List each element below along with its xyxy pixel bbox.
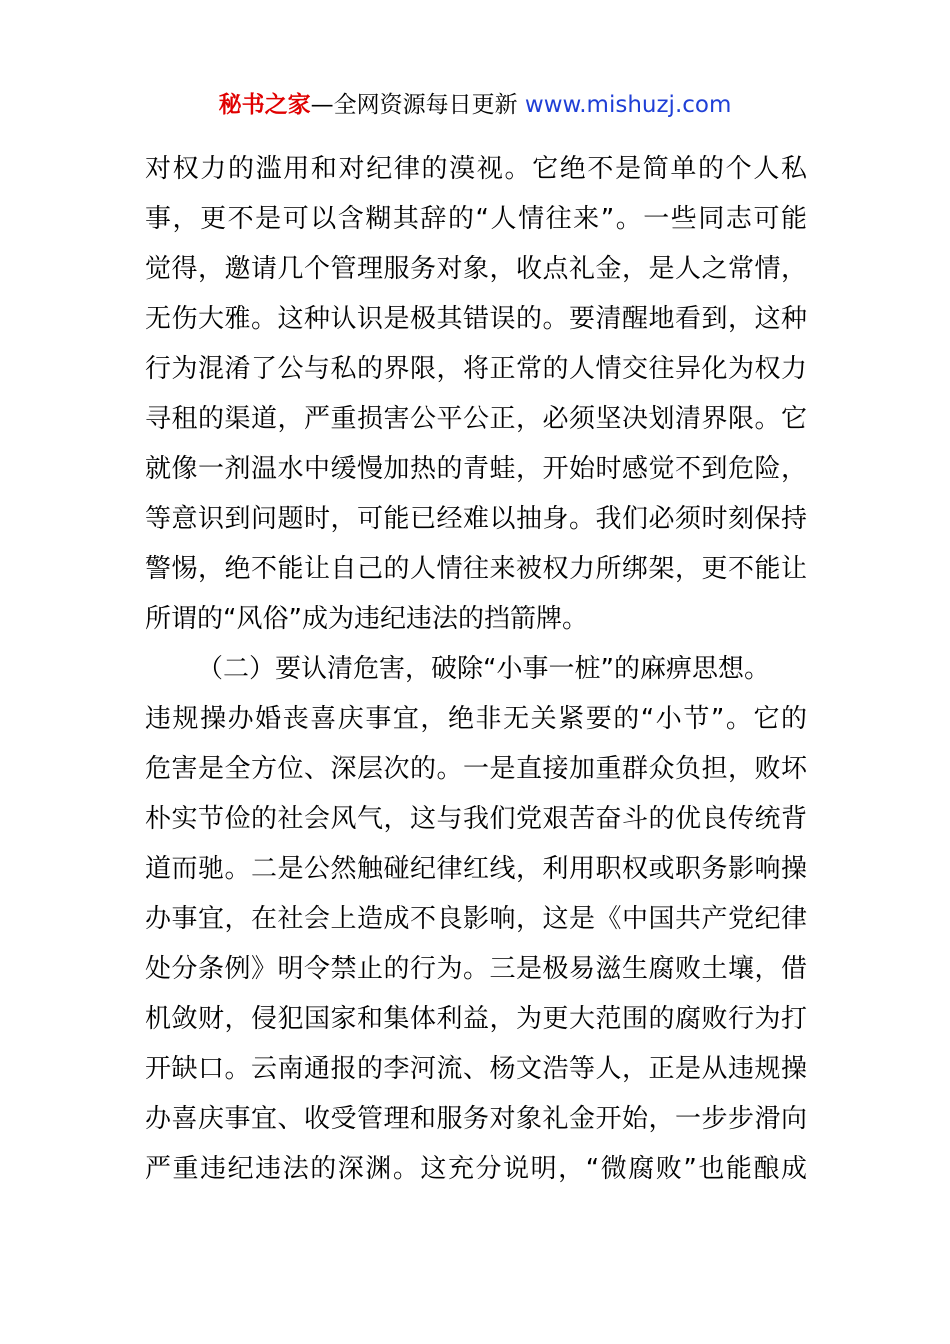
text-line: 无伤大雅。这种认识是极其错误的。要清醒地看到，这种 <box>145 304 807 334</box>
text-line: 办喜庆事宜、收受管理和服务对象礼金开始，一步步滑向 <box>145 1104 807 1134</box>
text-line: 觉得，邀请几个管理服务对象，收点礼金，是人之常情， <box>145 254 807 284</box>
paragraph-last-line: 所谓的“风俗”成为违纪违法的挡箭牌。 <box>145 604 588 634</box>
text-line: 行为混淆了公与私的界限，将正常的人情交往异化为权力 <box>145 354 807 384</box>
text-line: 违规操办婚丧喜庆事宜，绝非无关紧要的“小节”。它的 <box>145 704 807 734</box>
text-line: 严重违纪违法的深渊。这充分说明，“微腐败”也能酿成 <box>145 1154 807 1184</box>
site-tagline: —全网资源每日更新 <box>310 92 518 118</box>
document-body <box>145 144 807 1194</box>
text-line: 对权力的滥用和对纪律的漠视。它绝不是简单的个人私 <box>145 154 807 184</box>
text-line: 开缺口。云南通报的李河流、杨文浩等人，正是从违规操 <box>145 1054 807 1084</box>
text-line: 等意识到问题时，可能已经难以抽身。我们必须时刻保持 <box>145 504 807 534</box>
site-header <box>0 88 950 122</box>
text-line: 就像一剂温水中缓慢加热的青蛙，开始时感觉不到危险， <box>145 454 807 484</box>
text-line: 处分条例》明令禁止的行为。三是极易滋生腐败土壤，借 <box>145 954 807 984</box>
text-line: 朴实节俭的社会风气，这与我们党艰苦奋斗的优良传统背 <box>145 804 807 834</box>
text-line: 寻租的渠道，严重损害公平公正，必须坚决划清界限。它 <box>145 404 807 434</box>
text-line: 警惕，绝不能让自己的人情往来被权力所绑架，更不能让 <box>145 554 807 584</box>
site-brand: 秘书之家 <box>218 92 311 118</box>
text-line: 道而驰。二是公然触碰纪律红线，利用职权或职务影响操 <box>145 854 807 884</box>
text-line: 事，更不是可以含糊其辞的“人情往来”。一些同志可能 <box>145 204 807 234</box>
site-url-link[interactable]: www.mishuzj.com <box>524 92 732 118</box>
text-line: 危害是全方位、深层次的。一是直接加重群众负担，败坏 <box>145 754 807 784</box>
text-line: 机敛财，侵犯国家和集体利益，为更大范围的腐败行为打 <box>145 1004 807 1034</box>
text-line: 办事宜，在社会上造成不良影响，这是《中国共产党纪律 <box>145 904 807 934</box>
section-heading: （二）要认清危害，破除“小事一桩”的麻痹思想。 <box>197 654 770 684</box>
